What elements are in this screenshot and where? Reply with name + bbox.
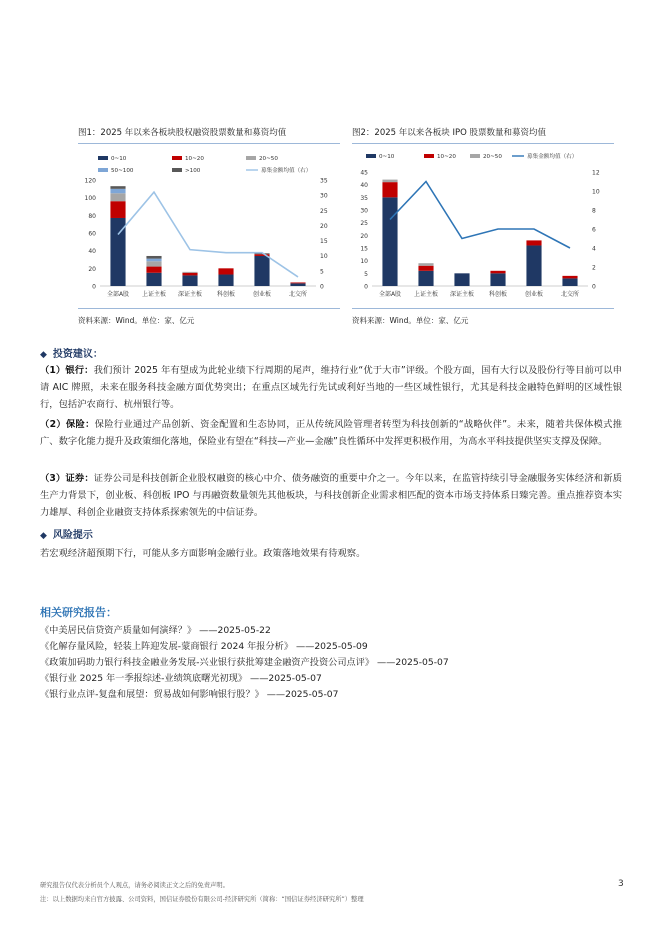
legend-swatch xyxy=(172,156,182,160)
y-tick-label: 100 xyxy=(84,195,96,203)
bar-segment xyxy=(146,267,161,273)
bar-segment xyxy=(418,266,433,271)
figure1-bottom-rule xyxy=(78,308,340,309)
y2-tick-label: 2 xyxy=(592,264,596,272)
y2-tick-label: 20 xyxy=(320,222,328,230)
line-series-mean-amount xyxy=(390,182,570,249)
y-tick-label: 20 xyxy=(88,265,96,273)
invest-heading xyxy=(40,345,103,360)
y-tick-label: 0 xyxy=(364,283,368,291)
invest-securities-paragraph xyxy=(40,470,622,521)
bar-segment xyxy=(490,271,505,274)
y2-tick-label: 35 xyxy=(320,177,328,185)
bar-segment xyxy=(146,273,161,286)
y2-tick-label: 0 xyxy=(320,283,324,291)
invest-insurance-paragraph xyxy=(40,416,622,450)
y2-tick-label: 25 xyxy=(320,207,328,215)
risk-heading xyxy=(40,526,93,541)
bar-segment xyxy=(382,197,397,286)
securities-label: （3）证券： xyxy=(40,473,94,484)
figure1-title: 图1：2025 年以来各板块股权融资股票数量和募资均值 xyxy=(78,128,287,138)
y2-tick-label: 12 xyxy=(592,169,600,177)
bar-segment xyxy=(490,273,505,286)
x-tick-label: 上证主板 xyxy=(413,291,439,298)
page-number: 3 xyxy=(618,879,624,889)
y2-tick-label: 10 xyxy=(592,188,600,196)
invest-bank-paragraph xyxy=(40,362,622,413)
bar-segment xyxy=(562,278,577,286)
legend-label: 20~50 xyxy=(483,154,502,161)
y2-tick-label: 8 xyxy=(592,207,596,215)
legend-label: 募集金额均值（右） xyxy=(527,154,578,161)
bar-segment xyxy=(562,276,577,279)
risk-text: 若宏观经济超预期下行，可能从多方面影响金融行业。政策落地效果有待观察。 xyxy=(40,548,366,559)
x-tick-label: 深证主板 xyxy=(449,291,475,298)
x-tick-label: 全部A股 xyxy=(378,291,402,298)
legend-label: 50~100 xyxy=(111,168,134,175)
bar-segment xyxy=(418,271,433,286)
insurance-text: 保险行业通过产品创新、资金配置和生态协同，正从传统风险管理者转型为科技创新的“战略伙伴”。未来，随着共保体模式推广、数字化能力提升及政策细化落地，保险业有望在“科技—产业—金融”良性循环中发挥更积极作用，为高水平科技提供坚实支撑及保障。 xyxy=(40,419,622,447)
y-tick-label: 40 xyxy=(88,248,96,256)
risk-heading-text: 风险提示 xyxy=(52,530,93,541)
legend-swatch xyxy=(246,156,256,160)
related-item[interactable]: 《化解存量风险，轻装上阵迎发展-蒙商银行 2024 年报分析》 ——2025-05-09 xyxy=(40,641,368,652)
bar-segment xyxy=(218,275,233,286)
figure1-source: 资料来源：Wind。单位：家、亿元 xyxy=(78,316,195,325)
footer-note: 注：以上数据均来自官方披露、公司资料，国信证券股份有限公司-经济研究所（简称：“国信证券经济研究所”）整理 xyxy=(40,896,364,903)
related-heading: 相关研究报告： xyxy=(40,606,117,619)
insurance-label: （2）保险： xyxy=(40,419,95,430)
bar-segment xyxy=(182,275,197,286)
legend-label: 20~50 xyxy=(259,156,278,163)
legend-label: 0~10 xyxy=(111,156,127,163)
x-tick-label: 创业板 xyxy=(252,291,272,298)
legend-swatch xyxy=(98,168,108,172)
bar-segment xyxy=(110,193,125,201)
securities-text: 证券公司是科技创新企业股权融资的核心中介、债务融资的重要中介之一。今年以来，在监管持续引导金融服务实体经济和新质生产力背景下，创业板、科创板 IPO 与再融资数量领先其他板块，与科技创新企业需求相匹配的资本市场支持体系日臻完善。重点推荐资本实力雄厚、科创企业融资支持体系探索领先的中信证券。 xyxy=(40,473,622,518)
related-item[interactable]: 《银行业 2025 年一季报综述-业绩筑底曙光初现》 ——2025-05-07 xyxy=(40,673,322,684)
y-tick-label: 40 xyxy=(360,182,368,190)
y2-tick-label: 30 xyxy=(320,192,328,200)
bar-segment xyxy=(382,180,397,183)
x-tick-label: 科创板 xyxy=(216,291,236,298)
x-tick-label: 北交所 xyxy=(560,291,580,298)
y-tick-label: 15 xyxy=(360,245,368,253)
figure2-bottom-rule xyxy=(352,308,614,309)
y2-tick-label: 10 xyxy=(320,253,328,261)
y-tick-label: 10 xyxy=(360,258,368,266)
y2-tick-label: 6 xyxy=(592,226,596,234)
x-tick-label: 上证主板 xyxy=(141,291,167,298)
invest-heading-text: 投资建议： xyxy=(52,349,103,360)
diamond-bullet-icon: ◆ xyxy=(40,350,47,360)
y-tick-label: 120 xyxy=(84,177,96,185)
y-tick-label: 5 xyxy=(364,270,368,278)
y2-tick-label: 15 xyxy=(320,238,328,246)
y2-tick-label: 0 xyxy=(592,283,596,291)
related-item[interactable]: 《中美居民信贷资产质量如何演绎？》 ——2025-05-22 xyxy=(40,625,271,636)
bar-segment xyxy=(110,201,125,218)
y-tick-label: 80 xyxy=(88,212,96,220)
legend-label: 募集金额均值（右） xyxy=(261,168,312,175)
bar-segment xyxy=(254,256,269,286)
bar-segment xyxy=(382,182,397,197)
figure2-chart xyxy=(352,144,614,306)
x-tick-label: 北交所 xyxy=(288,291,308,298)
legend-swatch xyxy=(470,154,480,158)
legend-label: >100 xyxy=(185,168,201,175)
y2-tick-label: 5 xyxy=(320,268,324,276)
legend-swatch xyxy=(366,154,376,158)
diamond-bullet-icon: ◆ xyxy=(40,531,47,541)
related-list xyxy=(40,624,449,701)
y-tick-label: 35 xyxy=(360,194,368,202)
figure2-title: 图2：2025 年以来各板块 IPO 股票数量和募资均值 xyxy=(352,128,546,138)
bank-text: 我们预计 2025 年有望成为此轮业绩下行周期的尾声，维持行业“优于大市”评级。个股方面，国有大行以及股份行等目前可以申请 AIC 牌照，未来在服务科技金融方面优势突出；在重点区域先行先试或利好当地的一些区域性银行，尤其是科技金融特色鲜明的区域性银行，包括沪农商行、杭州银行等。 xyxy=(40,365,622,410)
bar-segment xyxy=(418,263,433,266)
bar-segment xyxy=(526,245,541,286)
y-tick-label: 45 xyxy=(360,169,368,177)
legend-label: 0~10 xyxy=(379,154,395,161)
y-tick-label: 25 xyxy=(360,220,368,228)
legend-label: 10~20 xyxy=(185,156,204,163)
y-tick-label: 20 xyxy=(360,232,368,240)
bar-segment xyxy=(290,283,305,286)
bank-label: （1）银行： xyxy=(40,365,94,376)
footer-disclaimer: 研究报告仅代表分析员个人观点，请务必阅读正文之后的免责声明。 xyxy=(40,882,229,889)
legend-swatch xyxy=(98,156,108,160)
x-tick-label: 深证主板 xyxy=(177,291,203,298)
bar-segment xyxy=(218,268,233,274)
legend-swatch xyxy=(172,168,182,172)
legend-swatch xyxy=(424,154,434,158)
figure1-chart xyxy=(78,144,340,306)
x-tick-label: 科创板 xyxy=(488,291,508,298)
line-series-mean-amount xyxy=(118,192,298,277)
figure2-source: 资料来源：Wind。单位：家、亿元 xyxy=(352,316,469,325)
bar-segment xyxy=(290,282,305,283)
legend-label: 10~20 xyxy=(437,154,456,161)
y-tick-label: 0 xyxy=(92,283,96,291)
related-item[interactable]: 《政策加码助力银行科技金融业务发展-兴业银行获批筹建金融资产投资公司点评》 ——2025-05-07 xyxy=(40,657,449,668)
bar-segment xyxy=(146,259,161,262)
bar-segment xyxy=(110,186,125,189)
bar-segment xyxy=(146,256,161,259)
x-tick-label: 创业板 xyxy=(524,291,544,298)
y-tick-label: 30 xyxy=(360,207,368,215)
bar-segment xyxy=(182,272,197,273)
y2-tick-label: 4 xyxy=(592,245,596,253)
bar-segment xyxy=(526,240,541,245)
related-item[interactable]: 《银行业点评-复盘和展望：贸易战如何影响银行股？》 ——2025-05-07 xyxy=(40,689,339,700)
y-tick-label: 60 xyxy=(88,230,96,238)
bar-segment xyxy=(146,261,161,266)
bar-segment xyxy=(454,273,469,286)
bar-segment xyxy=(182,273,197,276)
bar-segment xyxy=(110,189,125,193)
x-tick-label: 全部A股 xyxy=(106,291,130,298)
